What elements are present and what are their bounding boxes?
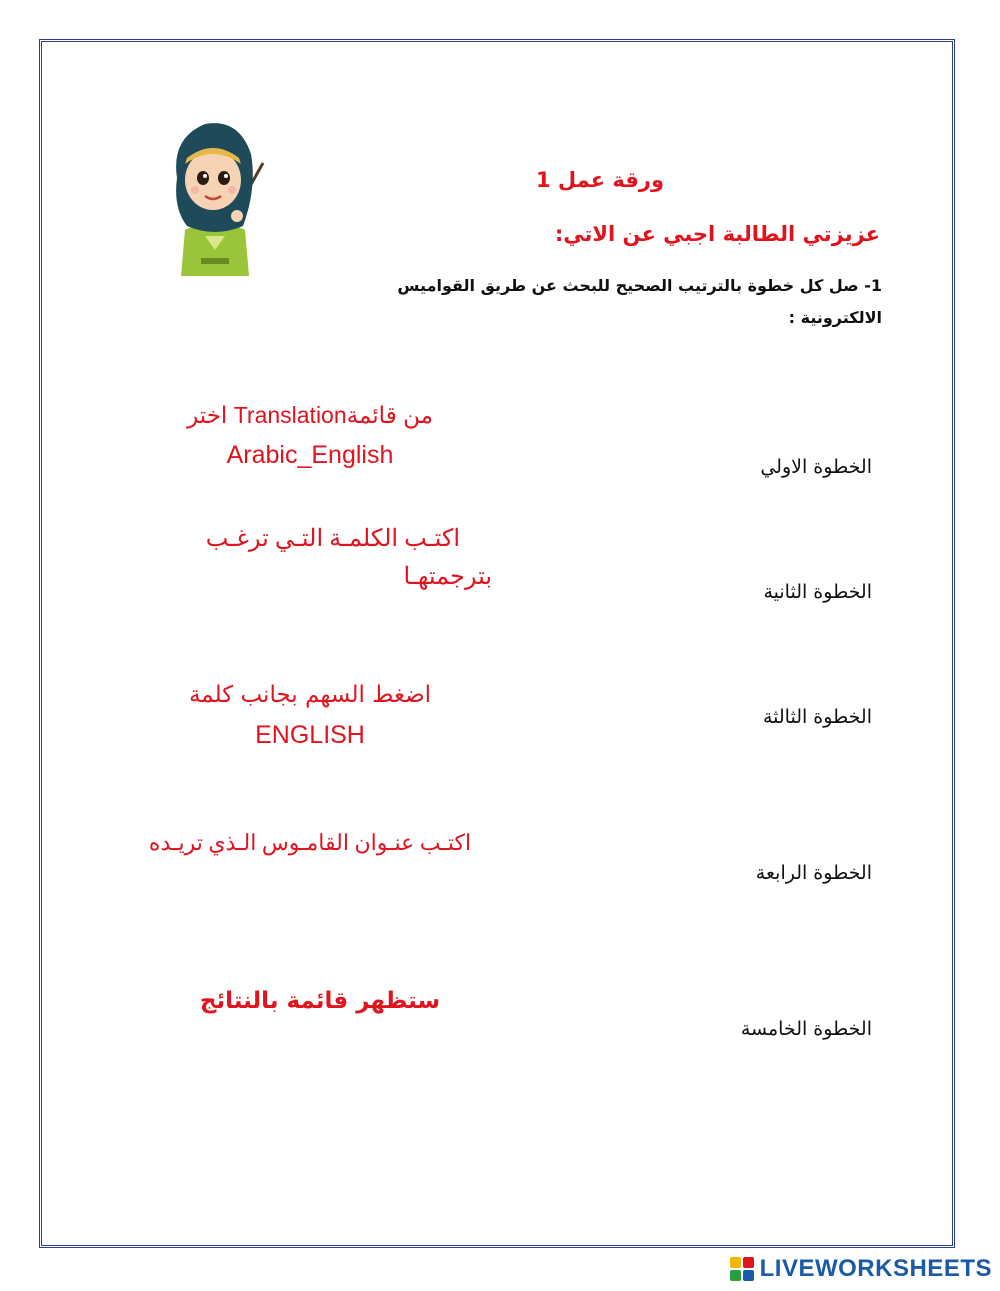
answer-4-line-1: اكتـب عنـوان القامـوس الـذي تريـده — [148, 830, 472, 855]
instruction — [330, 270, 882, 334]
answer-option-1[interactable] — [150, 395, 470, 475]
answer-option-5[interactable] — [170, 988, 470, 1014]
answer-5-line-1: ستظهر قائمة بالنتائج — [199, 988, 441, 1014]
logo-mark-icon — [730, 1257, 754, 1281]
instruction-line-2: الالكترونية : — [788, 308, 882, 327]
answer-option-4[interactable] — [130, 830, 490, 856]
worksheet-subtitle: عزيزتي الطالبة اجبي عن الاتي: — [554, 222, 880, 246]
answer-option-2[interactable] — [160, 520, 500, 596]
teacher-illustration — [165, 118, 265, 278]
logo-text: LIVEWORKSHEETS — [759, 1255, 992, 1282]
step-label-3: الخطوة الثالثة — [762, 706, 872, 728]
answer-3-line-1: اضغط السهم بجانب كلمة — [188, 682, 432, 708]
instruction-line-1: 1- صل كل خطوة بالترتيب الصحيح للبحث عن طريق القواميس — [397, 276, 882, 295]
answer-3-line-2: ENGLISH — [255, 721, 365, 749]
answer-1-line-1: من قائمةTranslation اختر — [187, 402, 433, 428]
step-label-4: الخطوة الرابعة — [755, 862, 872, 884]
answer-2-line-1: اكتـب الكلمـة التـي ترغـب — [205, 526, 460, 552]
liveworksheets-logo — [730, 1255, 992, 1283]
worksheet-title: ورقة عمل 1 — [535, 168, 665, 192]
answer-option-3[interactable] — [160, 675, 460, 755]
step-label-2: الخطوة الثانية — [763, 581, 872, 603]
step-label-5: الخطوة الخامسة — [740, 1018, 872, 1040]
answer-1-line-2: Arabic_English — [226, 441, 394, 469]
answer-2-line-2: بترجمتهـا — [403, 564, 492, 590]
step-label-1: الخطوة الاولي — [760, 456, 872, 478]
